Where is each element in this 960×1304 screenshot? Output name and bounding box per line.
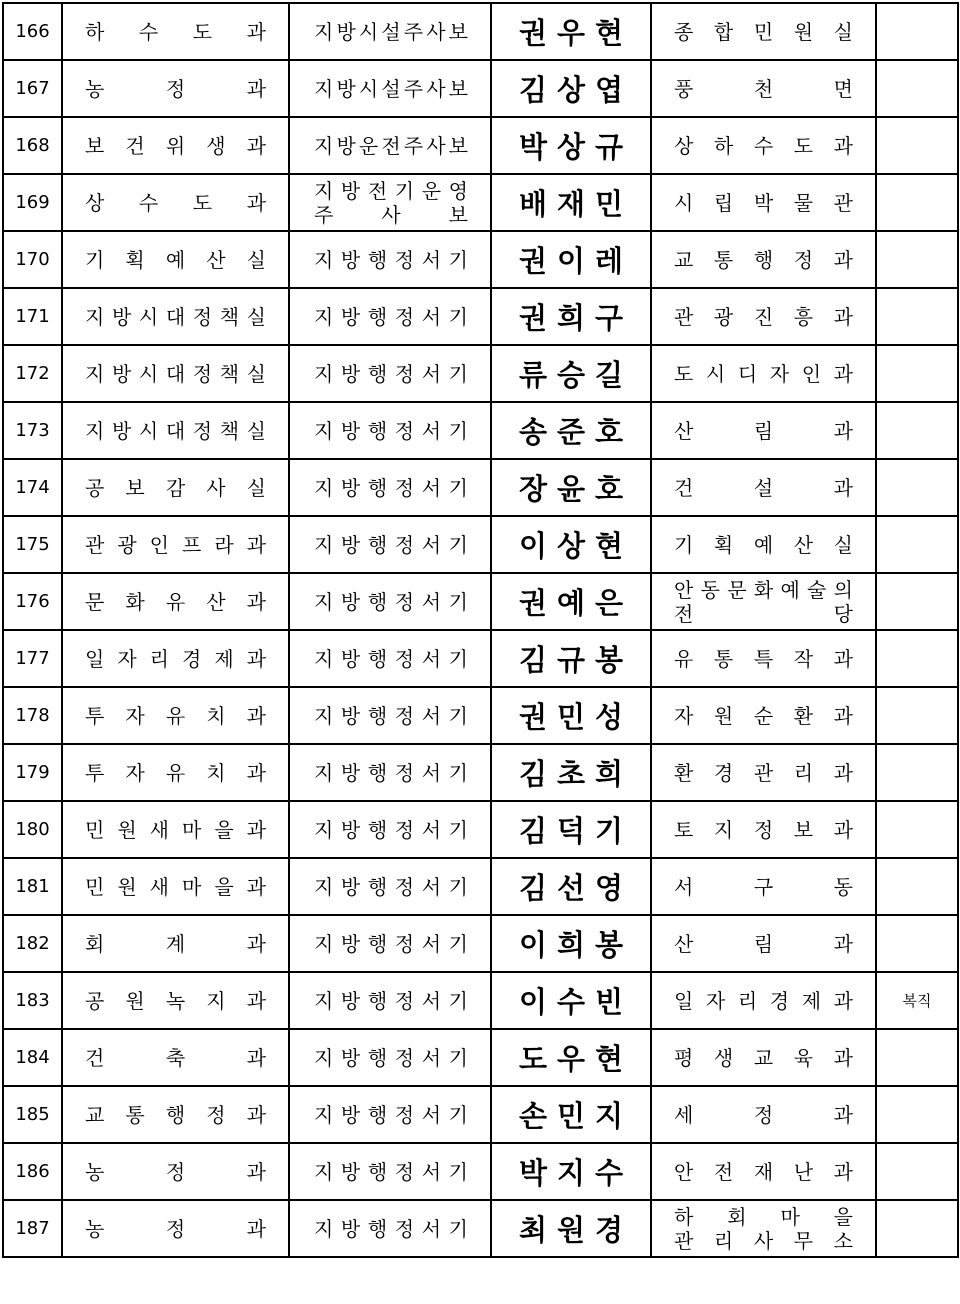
new-department-line: 산 림 과 <box>674 931 853 956</box>
row-number: 168 <box>3 117 62 174</box>
rank-title-line: 지 방 행 정 서 기 <box>314 760 468 785</box>
table-row <box>3 3 958 60</box>
new-department-line: 자 원 순 환 과 <box>674 703 853 728</box>
current-department-line: 하 수 도 과 <box>85 19 266 44</box>
remark <box>876 402 958 459</box>
employee-name <box>491 972 651 1029</box>
rank-title-line: 지 방 행 정 서 기 <box>314 532 468 557</box>
employee-name-text: 김 초 희 <box>519 757 623 791</box>
row-number: 169 <box>3 174 62 231</box>
new-department <box>651 345 876 402</box>
rank-title <box>289 459 491 516</box>
new-department-line: 산 림 과 <box>674 418 853 443</box>
employee-name <box>491 402 651 459</box>
employee-name <box>491 1086 651 1143</box>
row-number: 181 <box>3 858 62 915</box>
employee-name-text: 도 우 현 <box>519 1042 623 1076</box>
rank-title-line: 지 방 행 정 서 기 <box>314 589 468 614</box>
remark <box>876 1143 958 1200</box>
rank-title <box>289 1143 491 1200</box>
rank-title-line: 지 방 행 정 서 기 <box>314 247 468 272</box>
current-department-line: 민 원 새 마 을 과 <box>85 874 266 899</box>
new-department-line: 시 립 박 물 관 <box>674 190 853 215</box>
table-row <box>3 1200 958 1257</box>
new-department-line: 유 통 특 작 과 <box>674 646 853 671</box>
current-department-line: 농 정 과 <box>85 76 266 101</box>
rank-title <box>289 288 491 345</box>
new-department <box>651 915 876 972</box>
current-department-line: 지 방 시 대 정 책 실 <box>85 304 266 329</box>
remark <box>876 3 958 60</box>
table-row <box>3 117 958 174</box>
new-department <box>651 402 876 459</box>
new-department <box>651 231 876 288</box>
row-number: 186 <box>3 1143 62 1200</box>
rank-title <box>289 1200 491 1257</box>
employee-name-text: 배 재 민 <box>519 187 623 221</box>
current-department-line: 문 화 유 산 과 <box>85 589 266 614</box>
employee-name-text: 손 민 지 <box>519 1099 623 1133</box>
rank-title <box>289 801 491 858</box>
remark <box>876 516 958 573</box>
current-department-line: 관 광 인 프 라 과 <box>85 532 266 557</box>
new-department-line: 건 설 과 <box>674 475 853 500</box>
employee-name-text: 권 민 성 <box>519 700 623 734</box>
table-row <box>3 402 958 459</box>
remark <box>876 60 958 117</box>
new-department-line: 토 지 정 보 과 <box>674 817 853 842</box>
current-department-line: 건 축 과 <box>85 1045 266 1070</box>
rank-title <box>289 1029 491 1086</box>
row-number: 179 <box>3 744 62 801</box>
current-department-line: 민 원 새 마 을 과 <box>85 817 266 842</box>
new-department <box>651 459 876 516</box>
rank-title <box>289 915 491 972</box>
table-row <box>3 459 958 516</box>
rank-title <box>289 972 491 1029</box>
rank-title <box>289 402 491 459</box>
employee-name-text: 송 준 호 <box>519 415 623 449</box>
rank-title-line: 지 방 행 정 서 기 <box>314 304 468 329</box>
employee-name-text: 김 덕 기 <box>519 814 623 848</box>
remark <box>876 174 958 231</box>
remark <box>876 345 958 402</box>
current-department-line: 공 보 감 사 실 <box>85 475 266 500</box>
row-number: 174 <box>3 459 62 516</box>
rank-title-line: 지 방 행 정 서 기 <box>314 1159 468 1184</box>
row-number: 178 <box>3 687 62 744</box>
rank-title-line: 지 방 운 전 주 사 보 <box>314 133 468 158</box>
row-number: 187 <box>3 1200 62 1257</box>
rank-title-line: 지 방 행 정 서 기 <box>314 874 468 899</box>
new-department-line: 관 광 진 흥 과 <box>674 304 853 329</box>
current-department <box>62 972 289 1029</box>
new-department <box>651 3 876 60</box>
row-number: 167 <box>3 60 62 117</box>
table-row <box>3 801 958 858</box>
table-row <box>3 60 958 117</box>
row-number: 177 <box>3 630 62 687</box>
employee-name <box>491 687 651 744</box>
employee-name <box>491 3 651 60</box>
current-department-line: 공 원 녹 지 과 <box>85 988 266 1013</box>
employee-name <box>491 231 651 288</box>
current-department <box>62 459 289 516</box>
current-department-line: 교 통 행 정 과 <box>85 1102 266 1127</box>
employee-name <box>491 1143 651 1200</box>
rank-title <box>289 117 491 174</box>
rank-title <box>289 174 491 231</box>
row-number: 180 <box>3 801 62 858</box>
rank-title-line: 지 방 행 정 서 기 <box>314 1045 468 1070</box>
remark <box>876 459 958 516</box>
current-department-line: 지 방 시 대 정 책 실 <box>85 418 266 443</box>
current-department <box>62 516 289 573</box>
new-department <box>651 516 876 573</box>
current-department <box>62 231 289 288</box>
row-number: 173 <box>3 402 62 459</box>
employee-name <box>491 744 651 801</box>
table-row <box>3 345 958 402</box>
row-number: 166 <box>3 3 62 60</box>
current-department <box>62 1200 289 1257</box>
employee-name-text: 김 상 엽 <box>519 73 623 107</box>
remark <box>876 1029 958 1086</box>
new-department-line: 하 회 마 을 <box>674 1204 853 1229</box>
row-number: 185 <box>3 1086 62 1143</box>
new-department <box>651 1200 876 1257</box>
employee-name-text: 권 예 은 <box>519 586 623 620</box>
rank-title-line: 지 방 행 정 서 기 <box>314 1216 468 1241</box>
current-department <box>62 174 289 231</box>
rank-title <box>289 231 491 288</box>
new-department <box>651 573 876 630</box>
new-department-line: 세 정 과 <box>674 1102 853 1127</box>
new-department <box>651 972 876 1029</box>
current-department <box>62 687 289 744</box>
current-department <box>62 345 289 402</box>
table-body <box>3 3 958 1257</box>
current-department <box>62 288 289 345</box>
table-row <box>3 174 958 231</box>
employee-name <box>491 459 651 516</box>
rank-title <box>289 516 491 573</box>
employee-name-text: 박 상 규 <box>519 130 623 164</box>
new-department-line: 도 시 디 자 인 과 <box>674 361 853 386</box>
new-department <box>651 288 876 345</box>
employee-name <box>491 174 651 231</box>
new-department <box>651 1143 876 1200</box>
remark <box>876 858 958 915</box>
employee-name <box>491 573 651 630</box>
rank-title-line: 지 방 행 정 서 기 <box>314 817 468 842</box>
new-department-line: 평 생 교 육 과 <box>674 1045 853 1070</box>
employee-name <box>491 60 651 117</box>
remark <box>876 117 958 174</box>
remark <box>876 801 958 858</box>
new-department-line: 전 당 <box>674 601 853 626</box>
table-row <box>3 1143 958 1200</box>
personnel-table <box>2 2 959 1258</box>
row-number: 184 <box>3 1029 62 1086</box>
current-department <box>62 858 289 915</box>
employee-name <box>491 288 651 345</box>
new-department <box>651 117 876 174</box>
remark <box>876 915 958 972</box>
remark <box>876 1200 958 1257</box>
employee-name-text: 류 승 길 <box>519 358 623 392</box>
new-department-line: 종 합 민 원 실 <box>674 19 853 44</box>
employee-name-text: 장 윤 호 <box>519 472 623 506</box>
employee-name-text: 권 이 레 <box>519 244 623 278</box>
rank-title-line: 지 방 행 정 서 기 <box>314 475 468 500</box>
employee-name <box>491 117 651 174</box>
current-department <box>62 744 289 801</box>
new-department-line: 안 전 재 난 과 <box>674 1159 853 1184</box>
new-department-line: 안 동 문 화 예 술 의 <box>674 577 853 602</box>
rank-title-line: 지 방 시 설 주 사 보 <box>314 19 468 44</box>
employee-name-text: 권 희 구 <box>519 301 623 335</box>
current-department <box>62 3 289 60</box>
table-row <box>3 231 958 288</box>
new-department-line: 일 자 리 경 제 과 <box>674 988 853 1013</box>
current-department <box>62 1029 289 1086</box>
rank-title-line: 지 방 행 정 서 기 <box>314 703 468 728</box>
rank-title-line: 지 방 행 정 서 기 <box>314 931 468 956</box>
current-department <box>62 801 289 858</box>
employee-name <box>491 1029 651 1086</box>
new-department <box>651 630 876 687</box>
remark: 복직 <box>876 972 958 1029</box>
row-number: 175 <box>3 516 62 573</box>
employee-name-text: 권 우 현 <box>519 16 623 50</box>
new-department-line: 기 획 예 산 실 <box>674 532 853 557</box>
employee-name-text: 박 지 수 <box>519 1156 623 1190</box>
table-row <box>3 858 958 915</box>
table-row <box>3 288 958 345</box>
remark <box>876 573 958 630</box>
current-department-line: 보 건 위 생 과 <box>85 133 266 158</box>
remark <box>876 288 958 345</box>
rank-title <box>289 60 491 117</box>
rank-title-line: 지 방 시 설 주 사 보 <box>314 76 468 101</box>
rank-title-line: 지 방 행 정 서 기 <box>314 646 468 671</box>
current-department <box>62 630 289 687</box>
rank-title <box>289 687 491 744</box>
remark <box>876 687 958 744</box>
new-department-line: 교 통 행 정 과 <box>674 247 853 272</box>
current-department-line: 기 획 예 산 실 <box>85 247 266 272</box>
rank-title <box>289 1086 491 1143</box>
current-department-line: 일 자 리 경 제 과 <box>85 646 266 671</box>
row-number: 183 <box>3 972 62 1029</box>
rank-title-line: 지 방 행 정 서 기 <box>314 988 468 1013</box>
row-number: 176 <box>3 573 62 630</box>
table-row <box>3 744 958 801</box>
current-department-line: 농 정 과 <box>85 1216 266 1241</box>
table-row <box>3 972 958 1029</box>
new-department <box>651 60 876 117</box>
employee-name <box>491 1200 651 1257</box>
rank-title <box>289 630 491 687</box>
rank-title <box>289 3 491 60</box>
row-number: 171 <box>3 288 62 345</box>
new-department-line: 환 경 관 리 과 <box>674 760 853 785</box>
table-row <box>3 573 958 630</box>
rank-title <box>289 345 491 402</box>
rank-title-line: 지 방 행 정 서 기 <box>314 1102 468 1127</box>
table-row <box>3 915 958 972</box>
rank-title <box>289 573 491 630</box>
new-department-line: 상 하 수 도 과 <box>674 133 853 158</box>
employee-name <box>491 915 651 972</box>
current-department-line: 농 정 과 <box>85 1159 266 1184</box>
rank-title-line: 지 방 전 기 운 영 <box>314 178 468 203</box>
rank-title <box>289 858 491 915</box>
new-department <box>651 744 876 801</box>
current-department-line: 상 수 도 과 <box>85 190 266 215</box>
current-department <box>62 915 289 972</box>
current-department <box>62 573 289 630</box>
new-department <box>651 858 876 915</box>
rank-title-line: 주 사 보 <box>314 202 468 227</box>
new-department <box>651 1086 876 1143</box>
employee-name-text: 김 규 봉 <box>519 643 623 677</box>
employee-name <box>491 858 651 915</box>
remark <box>876 231 958 288</box>
employee-name-text: 김 선 영 <box>519 871 623 905</box>
new-department <box>651 174 876 231</box>
remark <box>876 1086 958 1143</box>
row-number: 182 <box>3 915 62 972</box>
new-department-line: 서 구 동 <box>674 874 853 899</box>
current-department <box>62 402 289 459</box>
new-department-line: 관 리 사 무 소 <box>674 1228 853 1253</box>
current-department-line: 투 자 유 치 과 <box>85 703 266 728</box>
remark <box>876 630 958 687</box>
table-row <box>3 687 958 744</box>
current-department-line: 회 계 과 <box>85 931 266 956</box>
employee-name <box>491 630 651 687</box>
current-department-line: 투 자 유 치 과 <box>85 760 266 785</box>
employee-name <box>491 801 651 858</box>
rank-title-line: 지 방 행 정 서 기 <box>314 361 468 386</box>
employee-name-text: 이 희 봉 <box>519 928 623 962</box>
table-row <box>3 516 958 573</box>
employee-name <box>491 345 651 402</box>
current-department <box>62 1086 289 1143</box>
employee-name <box>491 516 651 573</box>
employee-name-text: 최 원 경 <box>519 1213 623 1247</box>
new-department-line: 풍 천 면 <box>674 76 853 101</box>
employee-name-text: 이 수 빈 <box>519 985 623 1019</box>
rank-title <box>289 744 491 801</box>
table-row <box>3 1029 958 1086</box>
current-department <box>62 117 289 174</box>
table-row <box>3 630 958 687</box>
current-department-line: 지 방 시 대 정 책 실 <box>85 361 266 386</box>
row-number: 172 <box>3 345 62 402</box>
employee-name-text: 이 상 현 <box>519 529 623 563</box>
new-department <box>651 801 876 858</box>
row-number: 170 <box>3 231 62 288</box>
table-row <box>3 1086 958 1143</box>
current-department <box>62 60 289 117</box>
remark <box>876 744 958 801</box>
new-department <box>651 687 876 744</box>
new-department <box>651 1029 876 1086</box>
current-department <box>62 1143 289 1200</box>
rank-title-line: 지 방 행 정 서 기 <box>314 418 468 443</box>
